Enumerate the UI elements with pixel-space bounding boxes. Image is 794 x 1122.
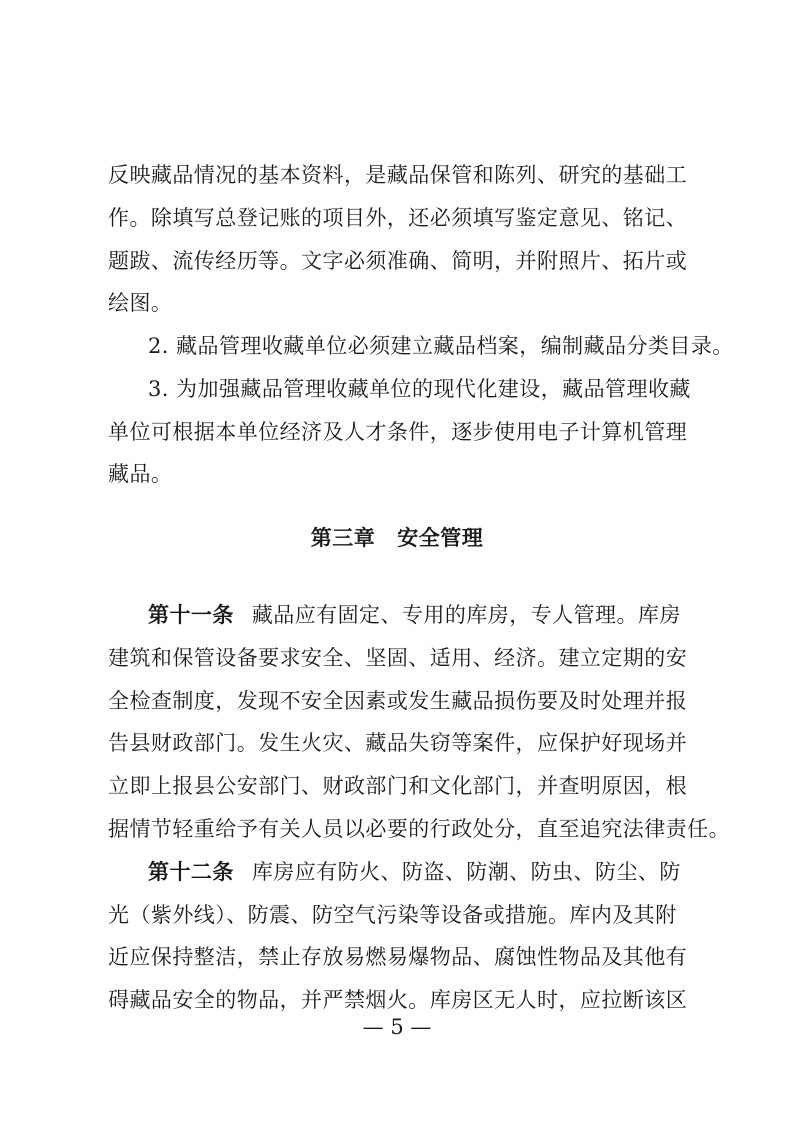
paragraph-line: 藏品。 [108,462,173,486]
paragraph-line: 立即上报县公安部门、财政部门和文化部门，并查明原因，根 [108,774,688,798]
chapter-title: 安全管理 [397,526,484,550]
article-12-label: 第十二条 [148,860,234,884]
article-11-first-line [148,595,698,635]
article-12-first-line [148,852,698,892]
paragraph-line: 碍藏品安全的物品，并严禁烟火。库房区无人时，应拉断该区 [108,988,688,1012]
paragraph-line: 建筑和保管设备要求安全、坚固、适用、经济。建立定期的安 [108,646,688,670]
paragraph-line: 全检查制度，发现不安全因素或发生藏品损伤要及时处理并报 [108,689,688,713]
paragraph-line: 告县财政部门。发生火灾、藏品失窃等案件，应保护好现场并 [108,731,688,755]
item-3-line: 3. 为加强藏品管理收藏单位的现代化建设，藏品管理收藏 [148,377,691,401]
item-2-line: 2. 藏品管理收藏单位必须建立藏品档案，编制藏品分类目录。 [148,334,734,358]
paragraph-line: 作。除填写总登记账的项目外，还必须填写鉴定意见、铭记、 [108,206,688,230]
paragraph-line: 近应保持整洁，禁止存放易燃易爆物品、腐蚀性物品及其他有 [108,945,688,969]
article-11-label: 第十一条 [148,603,234,627]
chapter-number: 第三章 [310,526,376,550]
paragraph-line: 绘图。 [108,291,173,315]
paragraph-line: 单位可根据本单位经济及人才条件，逐步使用电子计算机管理 [108,420,688,444]
article-12-text: 库房应有防火、防盗、防潮、防虫、防尘、防 [251,860,681,884]
paragraph-line: 光（紫外线）、防震、防空气污染等设备或措施。库内及其附 [108,903,677,927]
paragraph-line: 题跋、流传经历等。文字必须准确、简明，并附照片、拓片或 [108,249,688,273]
paragraph-line: 反映藏品情况的基本资料，是藏品保管和陈列、研究的基础工 [108,163,688,187]
article-11-text: 藏品应有固定、专用的库房，专人管理。库房 [251,603,681,627]
page-number: — 5 — [362,1015,432,1039]
chapter-heading [0,518,794,558]
paragraph-line: 据情节轻重给予有关人员以必要的行政处分，直至追究法律责任。 [108,817,731,841]
